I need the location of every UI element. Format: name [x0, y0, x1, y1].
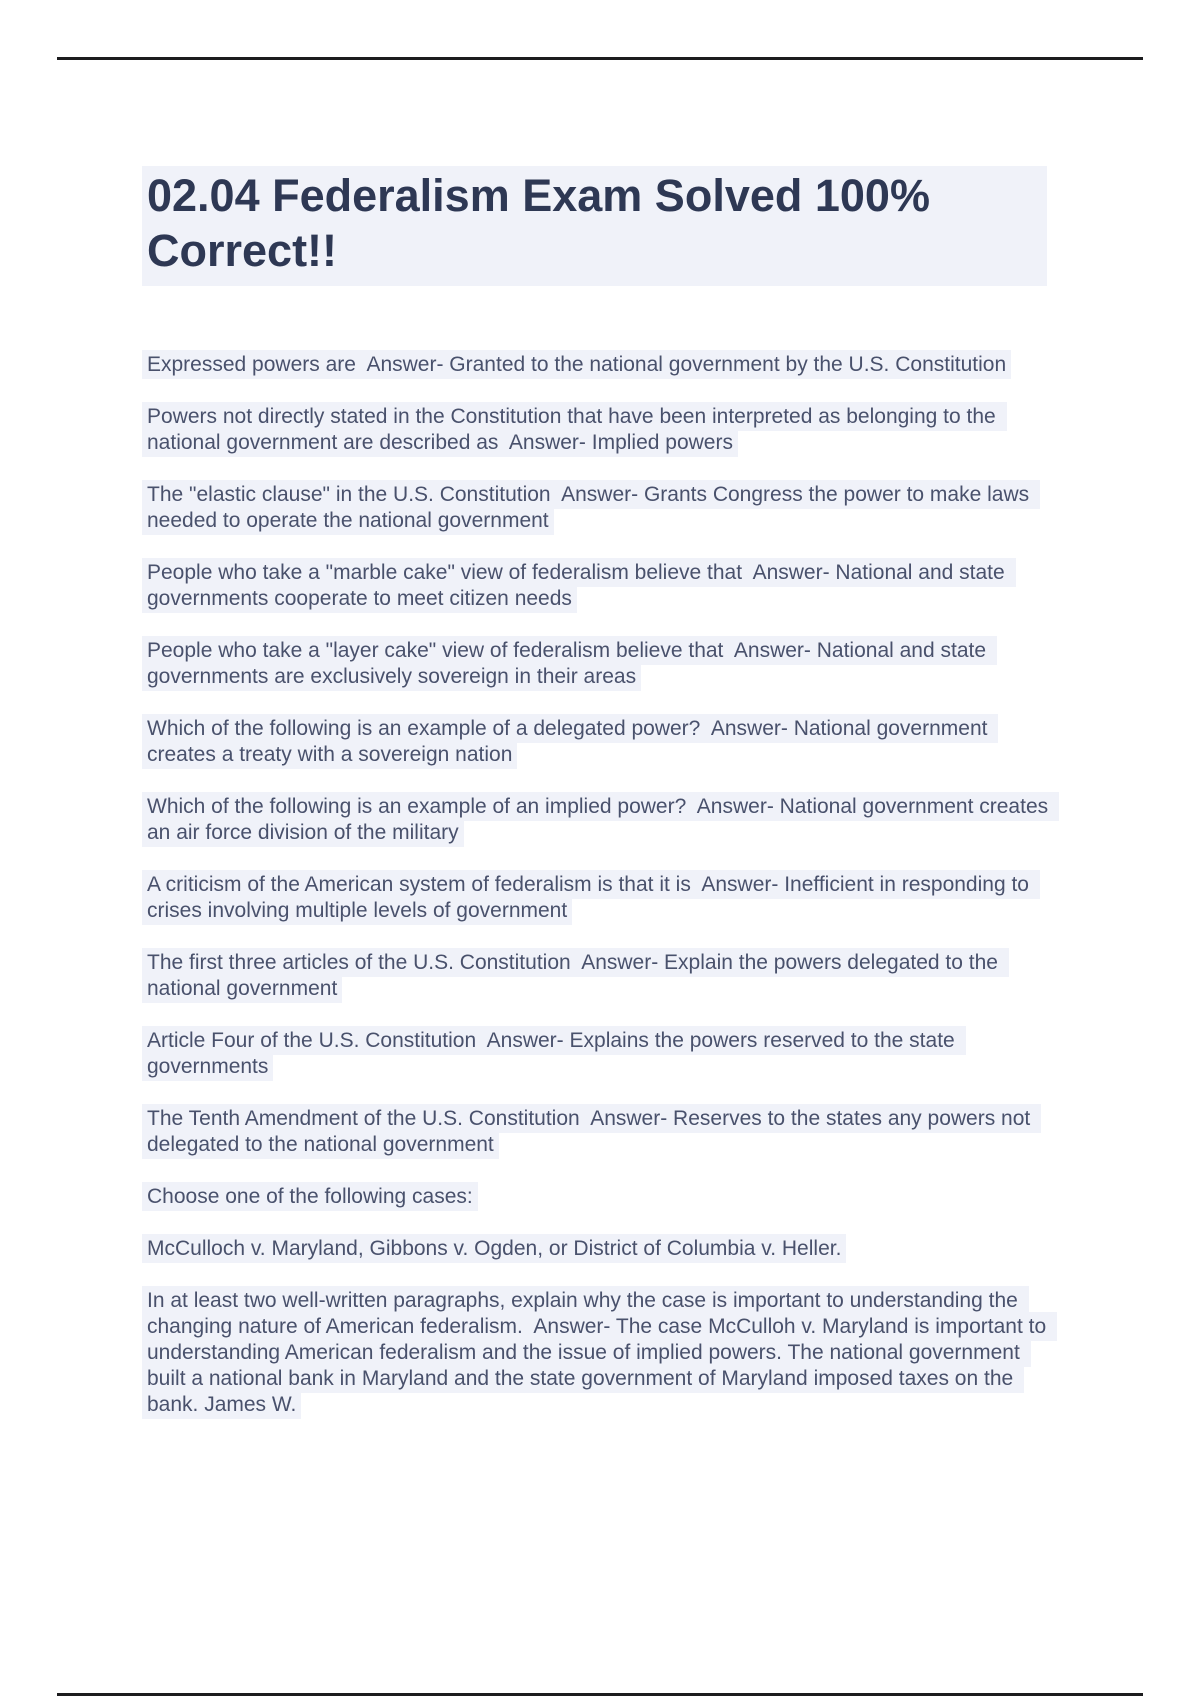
top-rule: [57, 57, 1143, 60]
qa-paragraph: [142, 716, 1057, 768]
qa-paragraph: [142, 638, 1057, 690]
qa-paragraph-text: People who take a "marble cake" view of federalism believe that Answer- National and state governments cooperate to meet citizen needs: [142, 558, 1016, 613]
qa-paragraph-list: [142, 352, 1057, 1444]
qa-paragraph-text: The "elastic clause" in the U.S. Constitution Answer- Grants Congress the power to make laws needed to operate the national government: [142, 480, 1040, 535]
bottom-rule: [57, 1693, 1143, 1696]
qa-paragraph: [142, 482, 1057, 534]
qa-paragraph: [142, 1106, 1057, 1158]
qa-paragraph-text: The Tenth Amendment of the U.S. Constitution Answer- Reserves to the states any powers not delegated to the national government: [142, 1104, 1041, 1159]
qa-paragraph: [142, 1028, 1057, 1080]
qa-paragraph-text: Which of the following is an example of an implied power? Answer- National government creates an air force division of the military: [142, 792, 1059, 847]
qa-paragraph: [142, 560, 1057, 612]
qa-paragraph: [142, 404, 1057, 456]
qa-paragraph-text: Article Four of the U.S. Constitution Answer- Explains the powers reserved to the state governments: [142, 1026, 966, 1081]
qa-paragraph: [142, 872, 1057, 924]
qa-paragraph-text: People who take a "layer cake" view of federalism believe that Answer- National and state governments are exclusively sovereign in their areas: [142, 636, 997, 691]
qa-paragraph: [142, 1236, 1057, 1262]
qa-paragraph-text: The first three articles of the U.S. Constitution Answer- Explain the powers delegated to the national government: [142, 948, 1009, 1003]
qa-paragraph: [142, 1184, 1057, 1210]
qa-paragraph-text: McCulloch v. Maryland, Gibbons v. Ogden, or District of Columbia v. Heller.: [142, 1234, 846, 1263]
qa-paragraph-text: Which of the following is an example of a delegated power? Answer- National government creates a treaty with a sovereign nation: [142, 714, 998, 769]
qa-paragraph: [142, 352, 1057, 378]
qa-paragraph-text: Expressed powers are Answer- Granted to the national government by the U.S. Constitution: [142, 350, 1011, 379]
qa-paragraph-text: In at least two well-written paragraphs, explain why the case is important to understanding the changing nature of American federalism. Answer- The case McCulloh v. Maryland is important to understanding American federalism and the issue of implied powers. The national government built a national bank in Maryland and the state government of Maryland imposed taxes on the bank. James W.: [142, 1286, 1057, 1419]
qa-paragraph-text: Choose one of the following cases:: [142, 1182, 478, 1211]
page-title: 02.04 Federalism Exam Solved 100% Correct!!: [142, 166, 1047, 286]
qa-paragraph-text: A criticism of the American system of federalism is that it is Answer- Inefficient in responding to crises involving multiple levels of government: [142, 870, 1040, 925]
qa-paragraph: [142, 1288, 1057, 1418]
qa-paragraph-text: Powers not directly stated in the Constitution that have been interpreted as belonging to the national government are described as Answer- Implied powers: [142, 402, 1007, 457]
qa-paragraph: [142, 950, 1057, 1002]
qa-paragraph: [142, 794, 1057, 846]
